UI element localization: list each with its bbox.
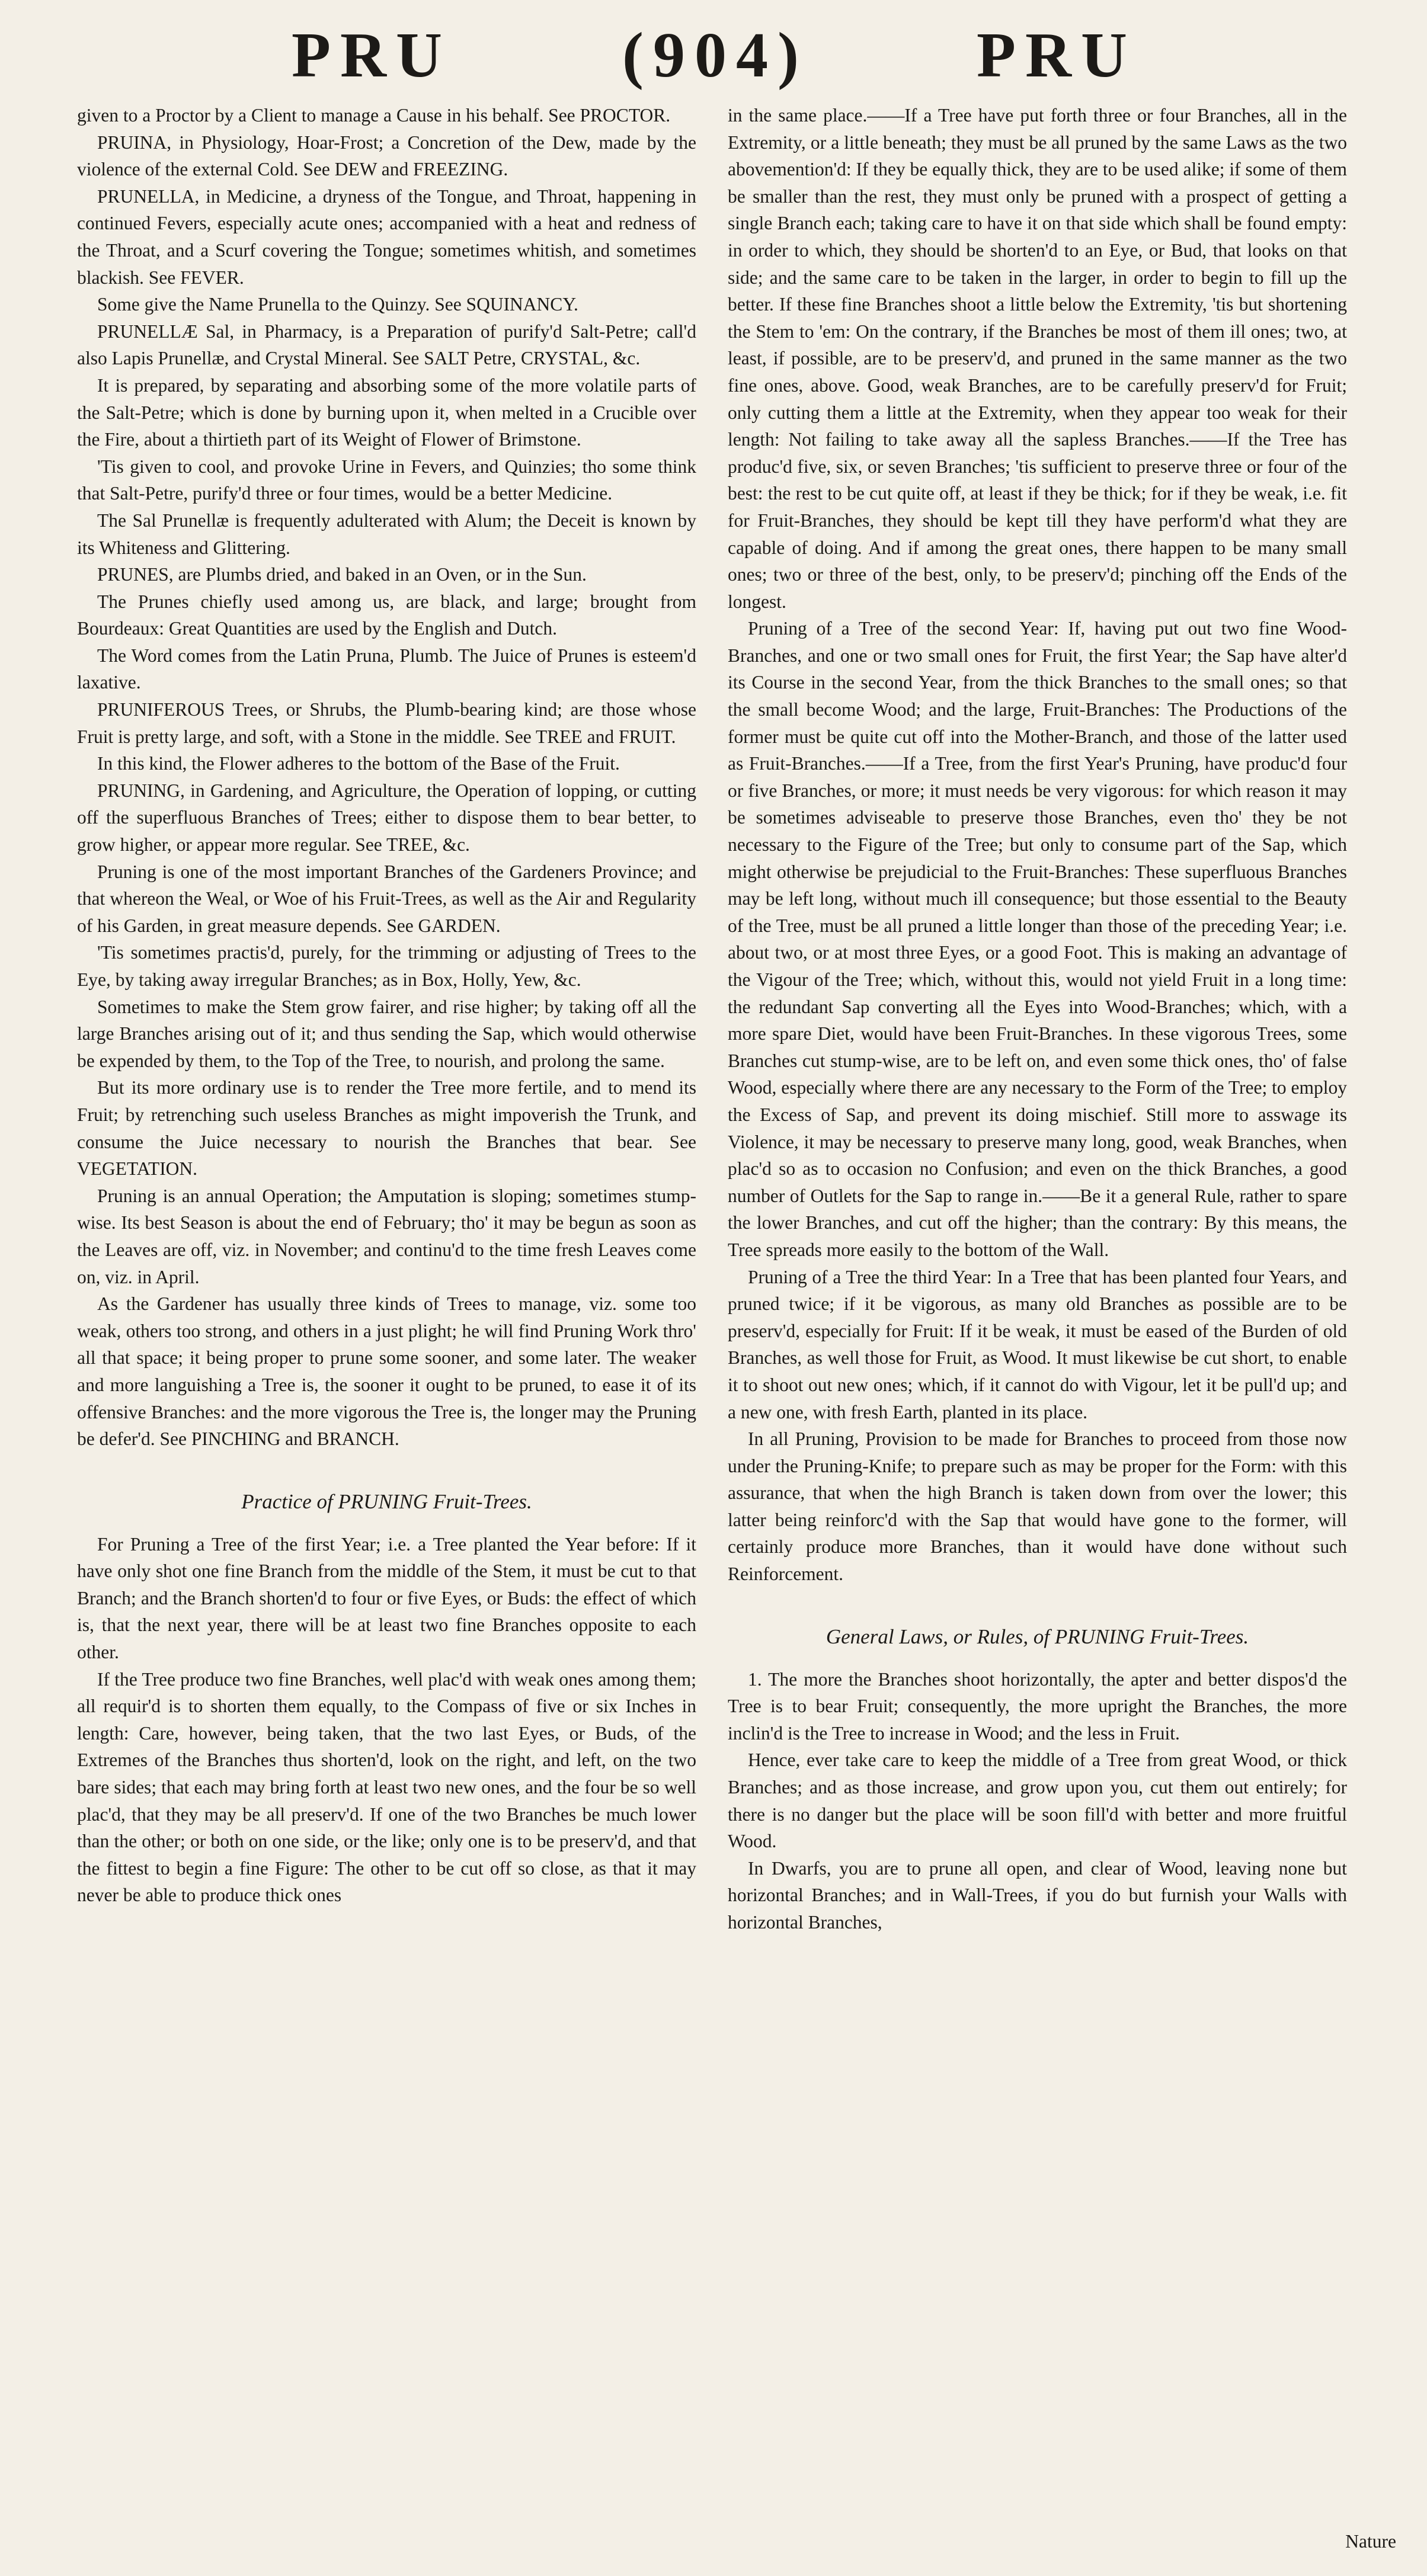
entry-paragraph: In this kind, the Flower adheres to the bottom of the Base of the Fruit.	[97, 753, 620, 774]
practice-entries	[77, 1531, 696, 1909]
entry-paragraph: As the Gardener has usually three kinds of Trees to manage, viz. some too weak, others too strong, and others in a just plight; he will find Pruning Work thro' all that space; it being proper to prune some sooner, and some later. The weaker and more languishing a Tree is, the sooner it ought to be pruned, to ease it of its offensive Branches: and the more vigorous the Tree is, the longer may the Pruning be defer'd. See PINCHING and BRANCH.	[77, 1293, 696, 1450]
entry-paragraph: Pruning of a Tree the third Year: In a Tree that has been planted four Years, and pruned twice; if it be vigorous, as many old Branches as possible are to be preserv'd, especially for Fruit: If it be weak, it must be eased of the Burden of old Branches, as well those for Fruit, as Wood. It must likewise be cut short, to enable it to shoot out new ones; which, if it cannot do with Vigour, let it be pull'd up; and a new one, with fresh Earth, planted in its place.	[728, 1266, 1347, 1422]
entry-paragraph: Some give the Name Prunella to the Quinzy. See SQUINANCY.	[97, 294, 578, 315]
entry-paragraph: Sometimes to make the Stem grow fairer, and rise higher; by taking off all the large Branches arising out of it; and thus sending the Sap, which would otherwise be expended by them, to the Top of the Tree, to nourish, and prolong the same.	[77, 996, 696, 1071]
entry-paragraph: The Word comes from the Latin Pruna, Plumb. The Juice of Prunes is esteem'd laxative.	[77, 645, 696, 693]
entry-paragraph: But its more ordinary use is to render the Tree more fertile, and to mend its Fruit; by retrenching such useless Branches as might impoverish the Trunk, and consume the Juice necessary to nourish the Branches that bear. See VEGETATION.	[77, 1077, 696, 1180]
entry-paragraph: 'Tis given to cool, and provoke Urine in Fevers, and Quinzies; tho some think that Salt-Petre, purify'd three or four times, would be a better Medicine.	[77, 456, 696, 504]
left-entries	[77, 102, 696, 1453]
entry-paragraph: In Dwarfs, you are to prune all open, and clear of Wood, leaving none but horizontal Branches; and in Wall-Trees, if you do but furnish your Walls with horizontal Branches,	[728, 1857, 1347, 1933]
left-column	[77, 102, 696, 2555]
entry-paragraph: PRUINA, in Physiology, Hoar-Frost; a Concretion of the Dew, made by the violence of the external Cold. See DEW and FREEZING.	[77, 132, 696, 180]
entry-paragraph: PRUNELLA, in Medicine, a dryness of the Tongue, and Throat, happening in continued Fevers, especially acute ones; accompanied with a heat and redness of the Throat, and a Scurf covering the Tongue; sometimes whitish, and sometimes blackish. See FEVER.	[77, 185, 696, 288]
entry-paragraph: Pruning is an annual Operation; the Amputation is sloping; sometimes stump-wise. Its best Season is about the end of February; tho' it may be begun as soon as the Leaves are off, viz. in November; and continu'd to the time fresh Leaves come on, viz. in April.	[77, 1185, 696, 1287]
rules-entries	[728, 1666, 1347, 1936]
entry-paragraph: The Prunes chiefly used among us, are black, and large; brought from Bourdeaux: Great Quantities are used by the English and Dutch.	[77, 591, 696, 639]
entry-paragraph: If the Tree produce two fine Branches, well plac'd with weak ones among them; all requir'd is to shorten them equally, to the Compass of five or six Inches in length: Care, however, being taken, that the two last Eyes, or Buds, of the Extremes of the Branches thus shorten'd, look on the right, and left, on the two bare sides; that each may bring forth at least two new ones, and the four be so well plac'd, that they may be all preserv'd. If one of the two Branches be much lower than the other; or both on one side, or the like; only one is to be preserv'd, and that the fittest to begin a fine Figure: The other to be cut off so close, as that it may never be able to produce thick ones	[77, 1668, 696, 1906]
practice-heading: Practice of PRUNING Fruit-Trees.	[241, 1489, 532, 1513]
entry-paragraph: given to a Proctor by a Client to manage a Cause in his behalf. See PROCTOR.	[77, 105, 671, 126]
entry-paragraph: For Pruning a Tree of the first Year; i.e. a Tree planted the Year before: If it have only shot one fine Branch from the middle of the Stem, it must be cut to that Branch; and the Branch shorten'd to four or five Eyes, or Buds: the effect of which is, that the next year, there will be at least two fine Branches opposite to each other.	[77, 1533, 696, 1663]
running-head-left: PRU	[292, 20, 452, 91]
entry-paragraph: in the same place.——If a Tree have put forth three or four Branches, all in the Extremity, or a little beneath; they must be all pruned by the same Laws as the two abovemention'd: If they be equally thick, they are to be used alike; if some of them be smaller than the rest, they must only be pruned with a prospect of getting a single Branch each; taking care to have it on that side which shall be found empty: in order to which, they should be shorten'd to an Eye, or Bud, that looks on that side; and the same care to be taken in the larger, in order to begin to fill up the better. If these fine Branches shoot a little below the Extremity, 'tis but shortening the Stem to 'em: On the contrary, if the Branches be most of them ill ones; two, at least, if possible, are to be preserv'd, and pruned in the same manner as the two fine ones, above. Good, weak Branches, are to be carefully preserv'd for Fruit; only cutting them a little at the Extremity, when they appear too weak for their length: Not failing to take away all the sapless Branches.——If the Tree has produc'd five, six, or seven Branches; 'tis sufficient to preserve three or four of the best: the rest to be cut quite off, at least if they be thick; for if they be weak, i.e. fit for Fruit-Branches, they should be kept till they have perform'd what they are capable of doing. And if among the great ones, there happen to be many small ones; two or three of the best, only, to be preserv'd; pinching off the Ends of the longest.	[728, 105, 1347, 612]
rules-heading: General Laws, or Rules, of PRUNING Fruit-Trees.	[826, 1625, 1249, 1648]
entry-paragraph: 'Tis sometimes practis'd, purely, for the trimming or adjusting of Trees to the Eye, by taking away irregular Branches; as in Box, Holly, Yew, &c.	[77, 942, 696, 990]
entry-paragraph: It is prepared, by separating and absorbing some of the more volatile parts of the Salt-Petre; which is done by burning upon it, when melted in a Crucible over the Fire, about a thirtieth part of its Weight of Flower of Brimstone.	[77, 374, 696, 450]
entry-paragraph: Hence, ever take care to keep the middle of a Tree from great Wood, or thick Branches; and as those increase, and grow upon you, cut them out entirely; for there is no danger but the place will be soon fill'd with better and more fruitful Wood.	[728, 1750, 1347, 1852]
entry-paragraph: PRUNELLÆ Sal, in Pharmacy, is a Preparation of purify'd Salt-Petre; call'd also Lapis Prunellæ, and Crystal Mineral. See SALT Petre, CRYSTAL, &c.	[77, 321, 696, 369]
entry-paragraph: PRUNING, in Gardening, and Agriculture, the Operation of lopping, or cutting off the superfluous Branches of Trees; either to dispose them to bear better, to grow higher, or appear more regular. See TREE, &c.	[77, 780, 696, 856]
entry-paragraph: Pruning is one of the most important Branches of the Gardeners Province; and that whereon the Weal, or Woe of his Fruit-Trees, as well as the Air and Regularity of his Garden, in great measure depends. See GARDEN.	[77, 861, 696, 936]
entry-paragraph: Pruning of a Tree of the second Year: If, having put out two fine Wood-Branches, and one or two small ones for Fruit, the first Year; the Sap have alter'd its Course in the second Year, from the thick Branches to the small ones; so that the small become Wood; and the large, Fruit-Branches: The Productions of the former must be quite cut off into the Mother-Branch, and those of the latter used as Fruit-Branches.——If a Tree, from the first Year's Pruning, have produc'd four or five Branches, or more; it must needs be very vigorous: for which reason it may be sometimes adviseable to preserve those Branches, even tho' they be not necessary to the Figure of the Tree; but only to consume part of the Sap, which might otherwise be prejudicial to the Fruit-Branches: These superfluous Branches may be left long, without much ill consequence; but those essential to the Beauty of the Tree, must be all pruned a little longer than those of the preceding Year; i.e. about two, or at most three Eyes, or a good Foot. This is making an advantage of the Vigour of the Tree; which, without this, would not yield Fruit in a long time: the redundant Sap converting all the Eyes into Wood-Branches; which, with a more spare Diet, would have been Fruit-Branches. In these vigorous Trees, some Branches cut stump-wise, are to be left on, and even some thick ones, tho' of false Wood, especially where there are any necessary to the Form of the Tree; to employ the Excess of Sap, and prevent its doing mischief. Still more to asswage its Violence, it may be necessary to preserve many long, good, weak Branches, when plac'd so as to occasion no Confusion; and even on the thick Branches, a good number of Outlets for the Sap to range in.——Be it a general Rule, rather to spare the lower Branches, and cut off the higher; than the contrary: By this means, the Tree spreads more easily to the bottom of the Wall.	[728, 618, 1347, 1260]
catchword: Nature	[1345, 2531, 1396, 2552]
right-entries	[728, 102, 1347, 1588]
running-head-right: PRU	[977, 20, 1137, 91]
right-column	[728, 102, 1347, 2555]
entry-paragraph: PRUNES, are Plumbs dried, and baked in an Oven, or in the Sun.	[97, 564, 587, 585]
entry-paragraph: In all Pruning, Provision to be made for Branches to proceed from those now under the Pruning-Knife; to prepare such as may be proper for the Form: with this assurance, that when the high Branch is taken down from over the lower; this latter being reinforc'd with the Sap that would have gone to the former, will certainly produce more Branches, than it would have done without such Reinforcement.	[728, 1428, 1347, 1585]
page-number: (904)	[622, 20, 808, 91]
entry-paragraph: 1. The more the Branches shoot horizontally, the apter and better dispos'd the Tree is to bear Fruit; consequently, the more upright the Branches, the more inclin'd is the Tree to increase in Wood; and the less in Fruit.	[728, 1668, 1347, 1744]
entry-paragraph: The Sal Prunellæ is frequently adulterated with Alum; the Deceit is known by its Whiteness and Glittering.	[77, 510, 696, 558]
entry-paragraph: PRUNIFEROUS Trees, or Shrubs, the Plumb-bearing kind; are those whose Fruit is pretty large, and soft, with a Stone in the middle. See TREE and FRUIT.	[77, 699, 696, 747]
